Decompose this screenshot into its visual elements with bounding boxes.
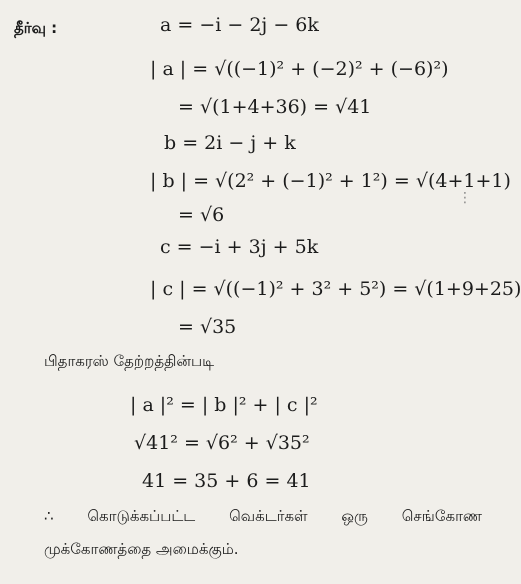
conclusion-word: ஒரு bbox=[341, 507, 368, 525]
conclusion-word: வெக்டர்கள் bbox=[229, 507, 308, 525]
conclusion-word: கொடுக்கப்பட்ட bbox=[87, 507, 196, 525]
margin-mark: ⋮ bbox=[458, 190, 472, 206]
magnitude-b-expression: | b | = √(2² + (−1)² + 1²) = √(4+1+1) bbox=[150, 170, 511, 192]
therefore-symbol: ∴ bbox=[44, 507, 54, 525]
vector-a-definition: a = −i − 2j − 6k bbox=[160, 14, 319, 36]
conclusion-line-1 bbox=[44, 507, 482, 527]
pythagoras-verification: 41 = 35 + 6 = 41 bbox=[142, 470, 311, 492]
magnitude-a-expression: | a | = √((−1)² + (−2)² + (−6)²) bbox=[150, 58, 449, 80]
magnitude-b-result: = √6 bbox=[178, 204, 225, 226]
solution-label: தீர்வு : bbox=[14, 19, 58, 37]
vector-c-definition: c = −i + 3j + 5k bbox=[160, 236, 319, 258]
conclusion-line-2: முக்கோணத்தை அமைக்கும். bbox=[44, 540, 239, 558]
vector-b-definition: b = 2i − j + k bbox=[164, 132, 296, 154]
magnitude-c-expression: | c | = √((−1)² + 3² + 5²) = √(1+9+25) bbox=[150, 278, 521, 300]
pythagoras-statement: | a |² = | b |² + | c |² bbox=[130, 394, 318, 416]
pythagoras-substitution: √41² = √6² + √35² bbox=[134, 432, 310, 454]
magnitude-a-result: = √(1+4+36) = √41 bbox=[178, 96, 372, 118]
conclusion-word: செங்கோண bbox=[401, 507, 482, 525]
magnitude-c-result: = √35 bbox=[178, 316, 237, 338]
theorem-heading: பிதாகரஸ் தேற்றத்தின்படி bbox=[44, 352, 215, 370]
